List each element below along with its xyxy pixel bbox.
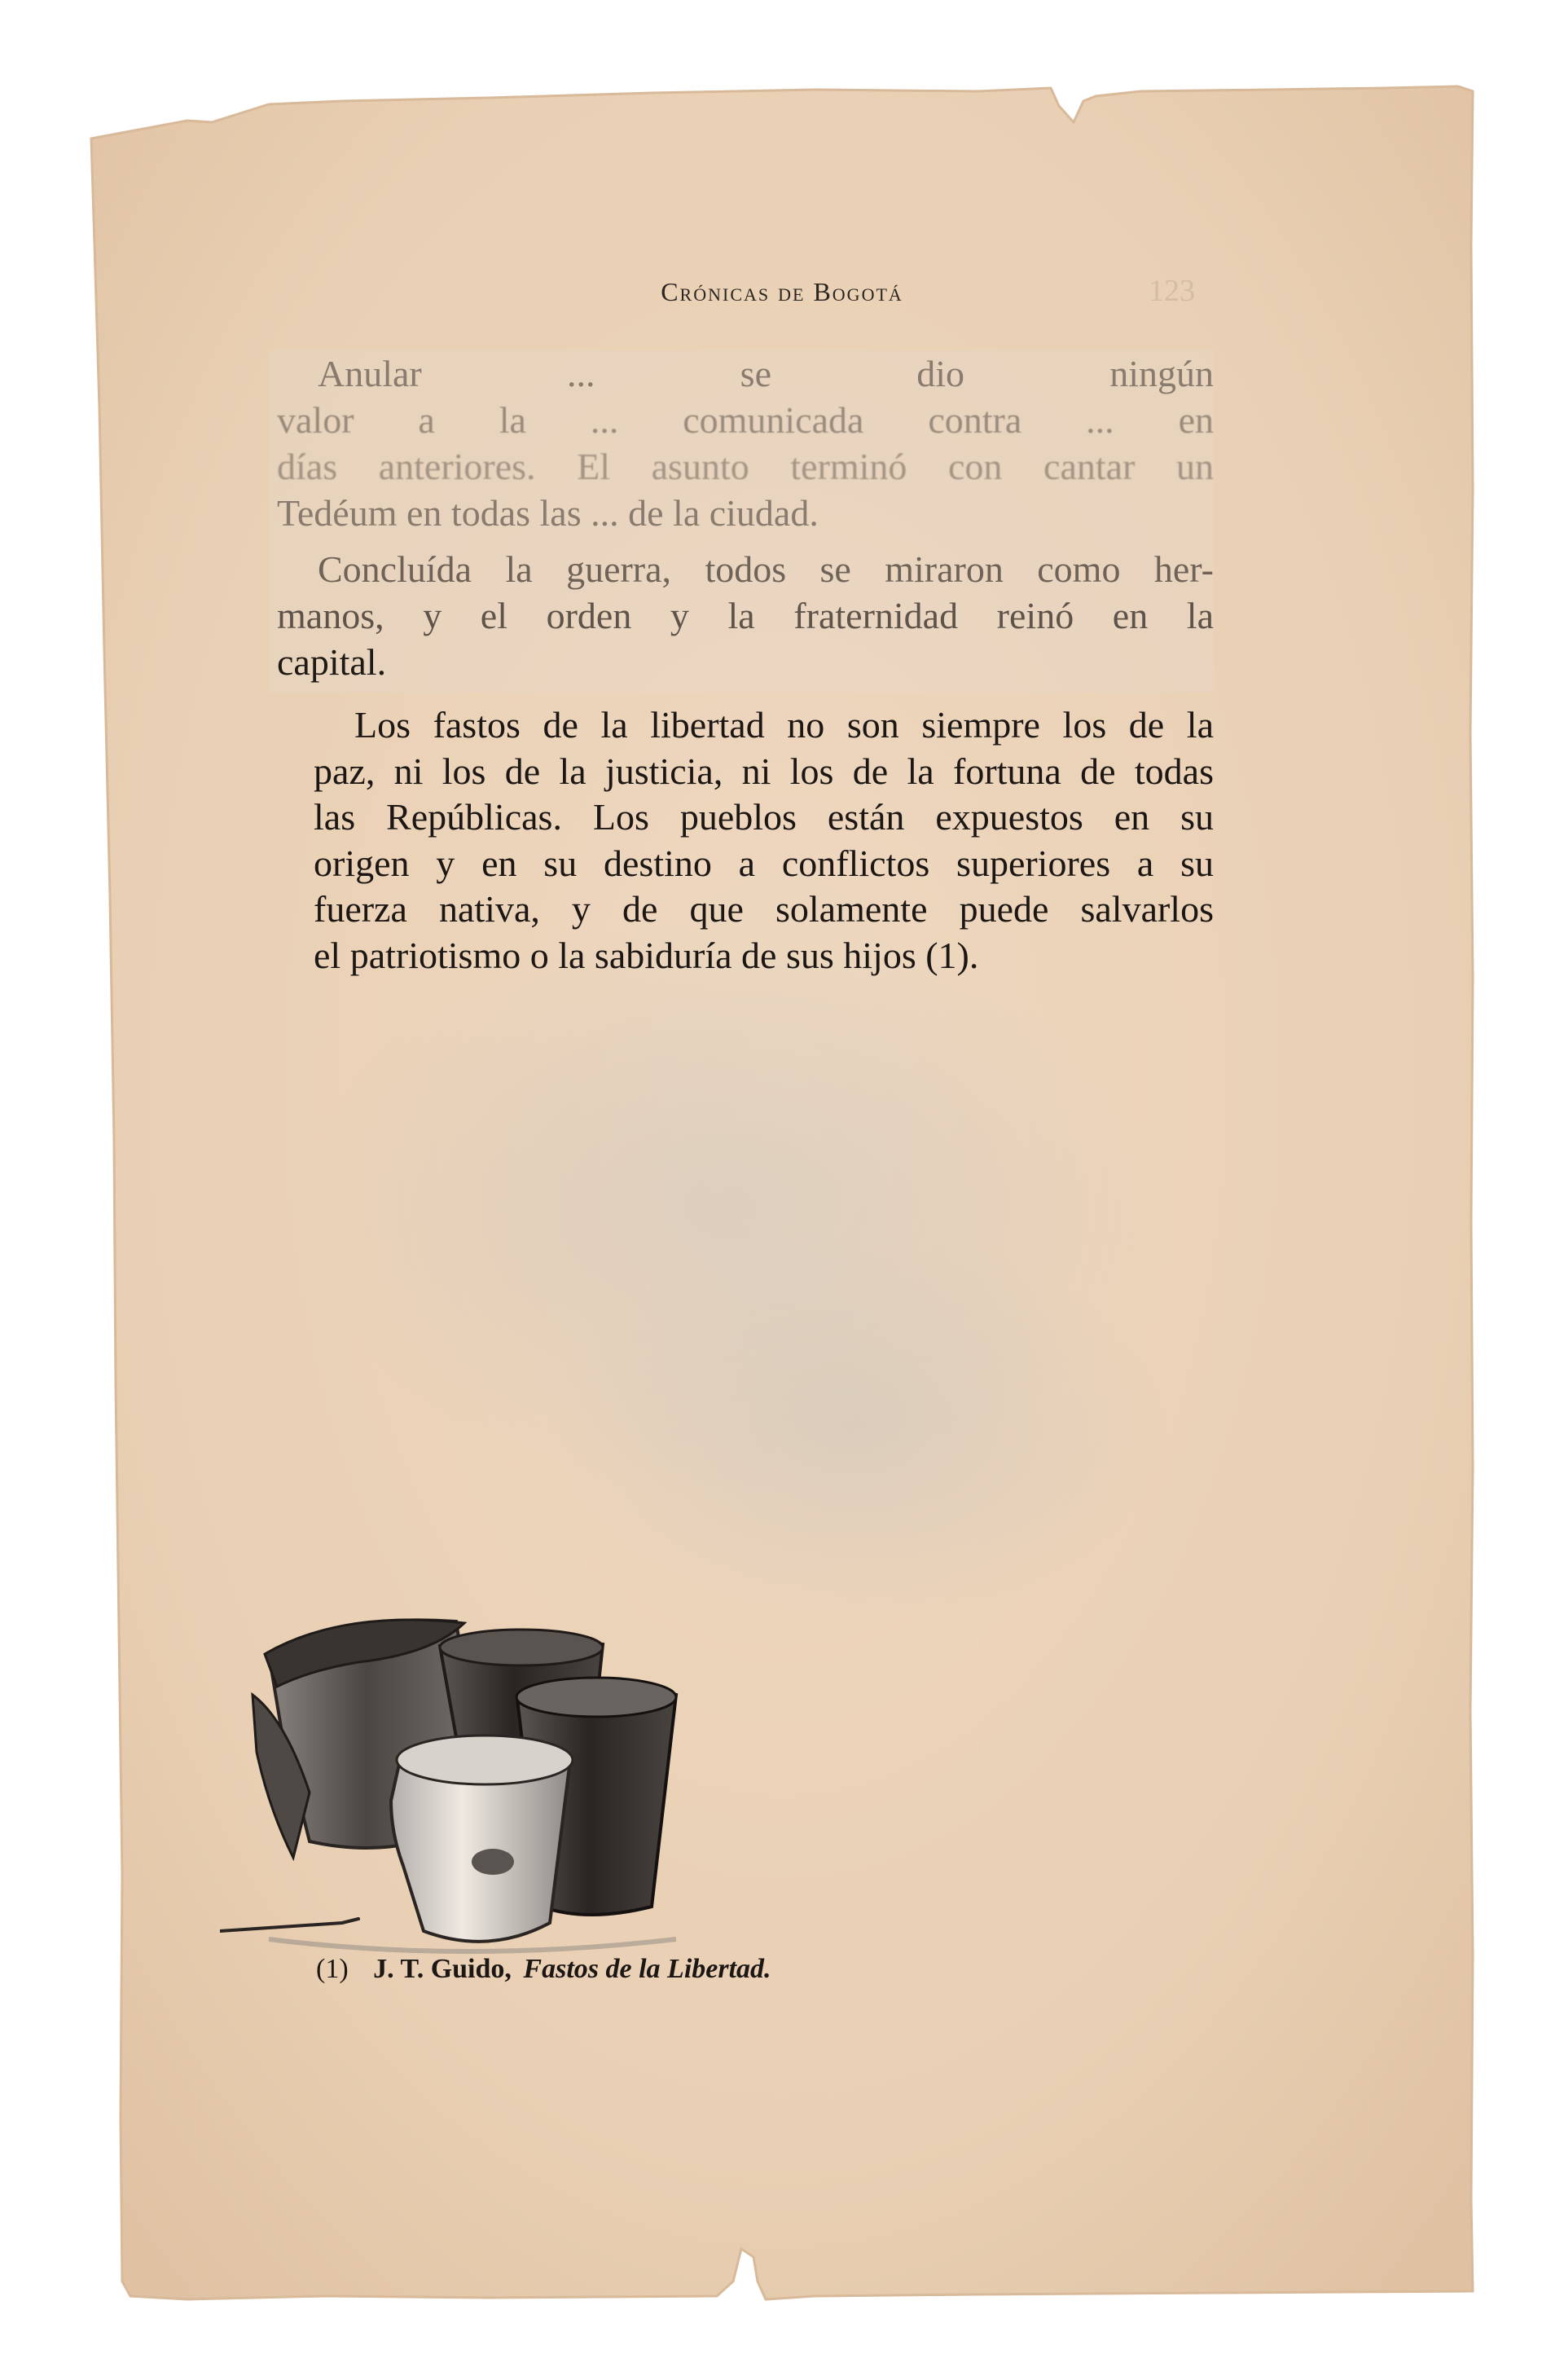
reverse-side-bleed-2 — [546, 1230, 1165, 1621]
paragraph-line: paz, ni los de la justicia, ni los de la fortuna de todas — [314, 750, 1214, 792]
faded-line: días anteriores. El asunto terminó con cantar un — [277, 446, 1214, 487]
footnote-author: J. T. Guido, — [373, 1954, 512, 1984]
faded-paragraph — [277, 350, 1214, 685]
footnote — [316, 1954, 771, 1985]
pot-front-rim — [397, 1736, 573, 1784]
main-paragraph — [314, 702, 1214, 979]
faded-line: manos, y el orden y la fraternidad reinó en la — [277, 595, 1214, 636]
footnote-work: Fastos de la Libertad. — [523, 1954, 771, 1984]
page-number: 123 — [1149, 274, 1195, 308]
pot-right-rim — [516, 1678, 676, 1717]
faded-line: valor a la ... comunicada contra ... en — [277, 399, 1214, 441]
running-header: Crónicas de Bogotá — [661, 277, 903, 306]
paragraph-line: fuerza nativa, y de que solamente puede salvarlos — [314, 888, 1214, 930]
pot-back-center-rim — [440, 1630, 603, 1665]
pot-front-hole — [472, 1849, 514, 1875]
faded-line: capital. — [277, 641, 387, 683]
paragraph-line: Los fastos de la libertad no son siempre los de la — [354, 704, 1214, 746]
paragraph-line: origen y en su destino a conflictos superiores a su — [314, 842, 1214, 884]
footnote-marker: (1) — [316, 1954, 349, 1984]
clay-pots-illustration — [220, 1597, 839, 2004]
faded-line: Tedéum en todas las ... de la ciudad. — [277, 492, 819, 534]
paragraph-line: el patriotismo o la sabiduría de sus hijos (1). — [314, 934, 979, 976]
faded-line: Anular ... se dio ningún — [318, 353, 1214, 394]
stick — [220, 1919, 358, 1931]
paragraph-line: las Repúblicas. Los pueblos están expuestos en su — [314, 796, 1214, 838]
faded-line: Concluída la guerra, todos se miraron como her- — [318, 548, 1214, 590]
